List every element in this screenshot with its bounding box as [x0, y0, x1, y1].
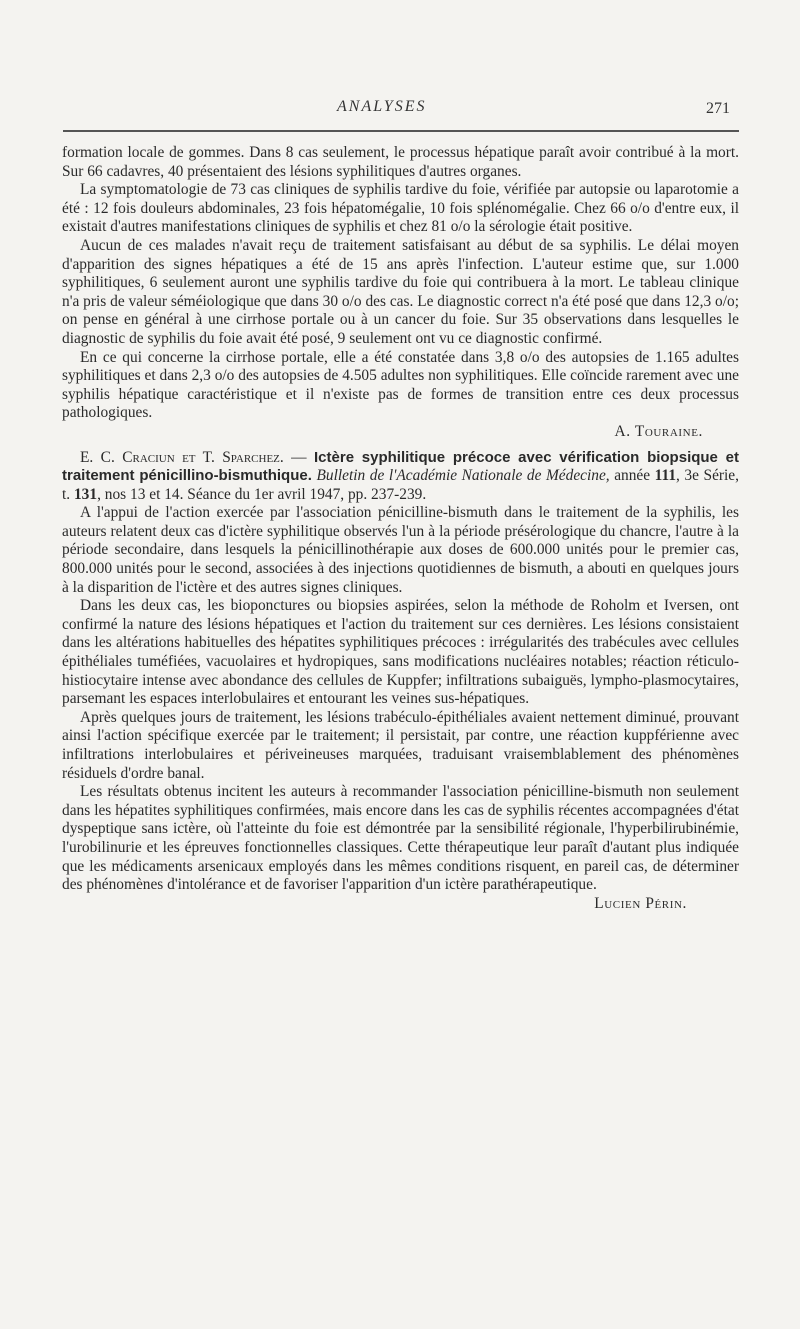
- review1-paragraph-3: Aucun de ces malades n'avait reçu de traitement satisfaisant au début de sa syphilis. Le délai moyen d'apparition des signes hépatiques a été de 15 ans après l'infection. L'auteur estime que, sur 1.000 syphilitiques, 6 seulement auront une syphilis tardive du foie qui contribuera à la mort. Le tableau clinique n'a pris de valeur séméiologique que dans 30 o/o des cas. Le diagnostic correct n'a été posé que dans 12,3 o/o; on pense en général à une cirrhose portale ou à un cancer du foie. Sur 35 observations dans lesquelles le diagnostic de syphilis du foie avait été posé, 9 seulement ont vu ce diagnostic confirmé.: [62, 236, 739, 347]
- page-header: [0, 98, 800, 128]
- review2-ref-b: , 3e Série, t.: [62, 467, 739, 503]
- review2-signature: Lucien Périn.: [594, 894, 687, 912]
- review1-paragraph-2: La symptomatologie de 73 cas cliniques de syphilis tardive du foie, vérifiée par autopsie ou laparotomie a été : 12 fois douleurs abdominales, 23 fois hépatomégalie, 10 fois splénomégalie. Chez 66 o/o d'entre eux, il existait d'autres manifestations cliniques de syphilis et chez 81 o/o la sérologie était positive.: [62, 181, 739, 236]
- review2-paragraph-3: Après quelques jours de traitement, les lésions trabéculo-épithéliales avaient nettement diminué, prouvant ainsi l'action spécifique exercée par le traitement; il persistait, par contre, une réaction kuppférienne avec infiltrations interlobulaires et périveineuses marquées, traduisant vraisemblablement des phénomènes résiduels d'ordre banal.: [62, 708, 739, 782]
- review2-ref-c: , nos 13 et 14. Séance du 1er avril 1947, pp. 237-239.: [97, 485, 427, 503]
- page-body: [62, 144, 739, 913]
- review2-authors: E. C. Craciun et T. Sparchez.: [80, 448, 284, 466]
- review2-journal: Bulletin de l'Académie Nationale de Médecine,: [316, 467, 610, 485]
- review2-dash: —: [283, 448, 315, 466]
- header-rule: [63, 130, 739, 132]
- review2-paragraph-2: Dans les deux cas, les bioponctures ou biopsies aspirées, selon la méthode de Roholm et Iversen, ont confirmé la nature des lésions hépatiques et l'action du traitement sur ces dernières. Les lésions consistaient dans les altérations habituelles des hépatites syphilitiques précoces : irrégularités des trabécules avec cellules épithéliales tuméfiées, vacuolaires et hydropiques, sans modifications nucléaires notables; réaction réticulo-histiocytaire intense avec abondance des cellules de Kuppfer; infiltrations subaiguës, lympho-plasmocytaires, parsemant les espaces interlobulaires et entourant les veines sus-hépatiques.: [62, 597, 739, 708]
- review1-paragraph-1: formation locale de gommes. Dans 8 cas seulement, le processus hépatique paraît avoir contribué à la mort. Sur 66 cadavres, 40 présentaient des lésions syphilitiques d'autres organes.: [62, 144, 739, 180]
- running-title: ANALYSES: [337, 98, 427, 115]
- review2-paragraph-4: Les résultats obtenus incitent les auteurs à recommander l'association pénicilline-bismuth non seulement dans les hépatites syphilitiques confirmées, mais encore dans les cas de syphilis récentes accompagnées d'état dyspeptique sans ictère, où l'atteinte du foie est démontrée par la sensibilité régionale, l'hyperbilirubinémie, l'urobilinurie et les épreuves fonctionnelles classiques. Cette thérapeutique leur paraît d'autant plus indiquée que les médicaments arsenicaux employés dans les mêmes conditions risquent, en pareil cas, de déterminer des phénomènes d'intolérance et de favoriser l'apparition d'un ictère parathérapeutique.: [62, 783, 739, 894]
- review2-reference: [62, 449, 739, 505]
- review1-signature: A. Touraine.: [614, 422, 703, 440]
- review2-ref-a: année: [609, 467, 655, 485]
- review2-tome: 131: [73, 485, 98, 503]
- review2-title: Ictère syphilitique précoce avec vérification biopsique et traitement pénicillino-bismuthique.: [62, 448, 739, 485]
- page-number: 271: [706, 100, 730, 117]
- review2-year: 111: [654, 467, 677, 485]
- review1-paragraph-4: En ce qui concerne la cirrhose portale, elle a été constatée dans 3,8 o/o des autopsies de 1.165 adultes syphilitiques et dans 2,3 o/o des autopsies de 4.505 adultes non syphilitiques. Elle coïncide rarement avec une syphilis hépatique caractéristique et il n'existe pas de formes de transition entre ces deux processus pathologiques.: [62, 348, 739, 422]
- review2-paragraph-1: A l'appui de l'action exercée par l'association pénicilline-bismuth dans le traitement de la syphilis, les auteurs relatent deux cas d'ictère syphilitique observés l'un à la période présérologique du chancre, l'autre à la période secondaire, dans lesquels la pénicillinothérapie aux doses de 600.000 unités pour le premier cas, 800.000 unités pour le second, associées à des injections quotidiennes de bismuth, a abouti en quelques jours à la disparition de l'ictère et des autres signes cliniques.: [62, 504, 739, 596]
